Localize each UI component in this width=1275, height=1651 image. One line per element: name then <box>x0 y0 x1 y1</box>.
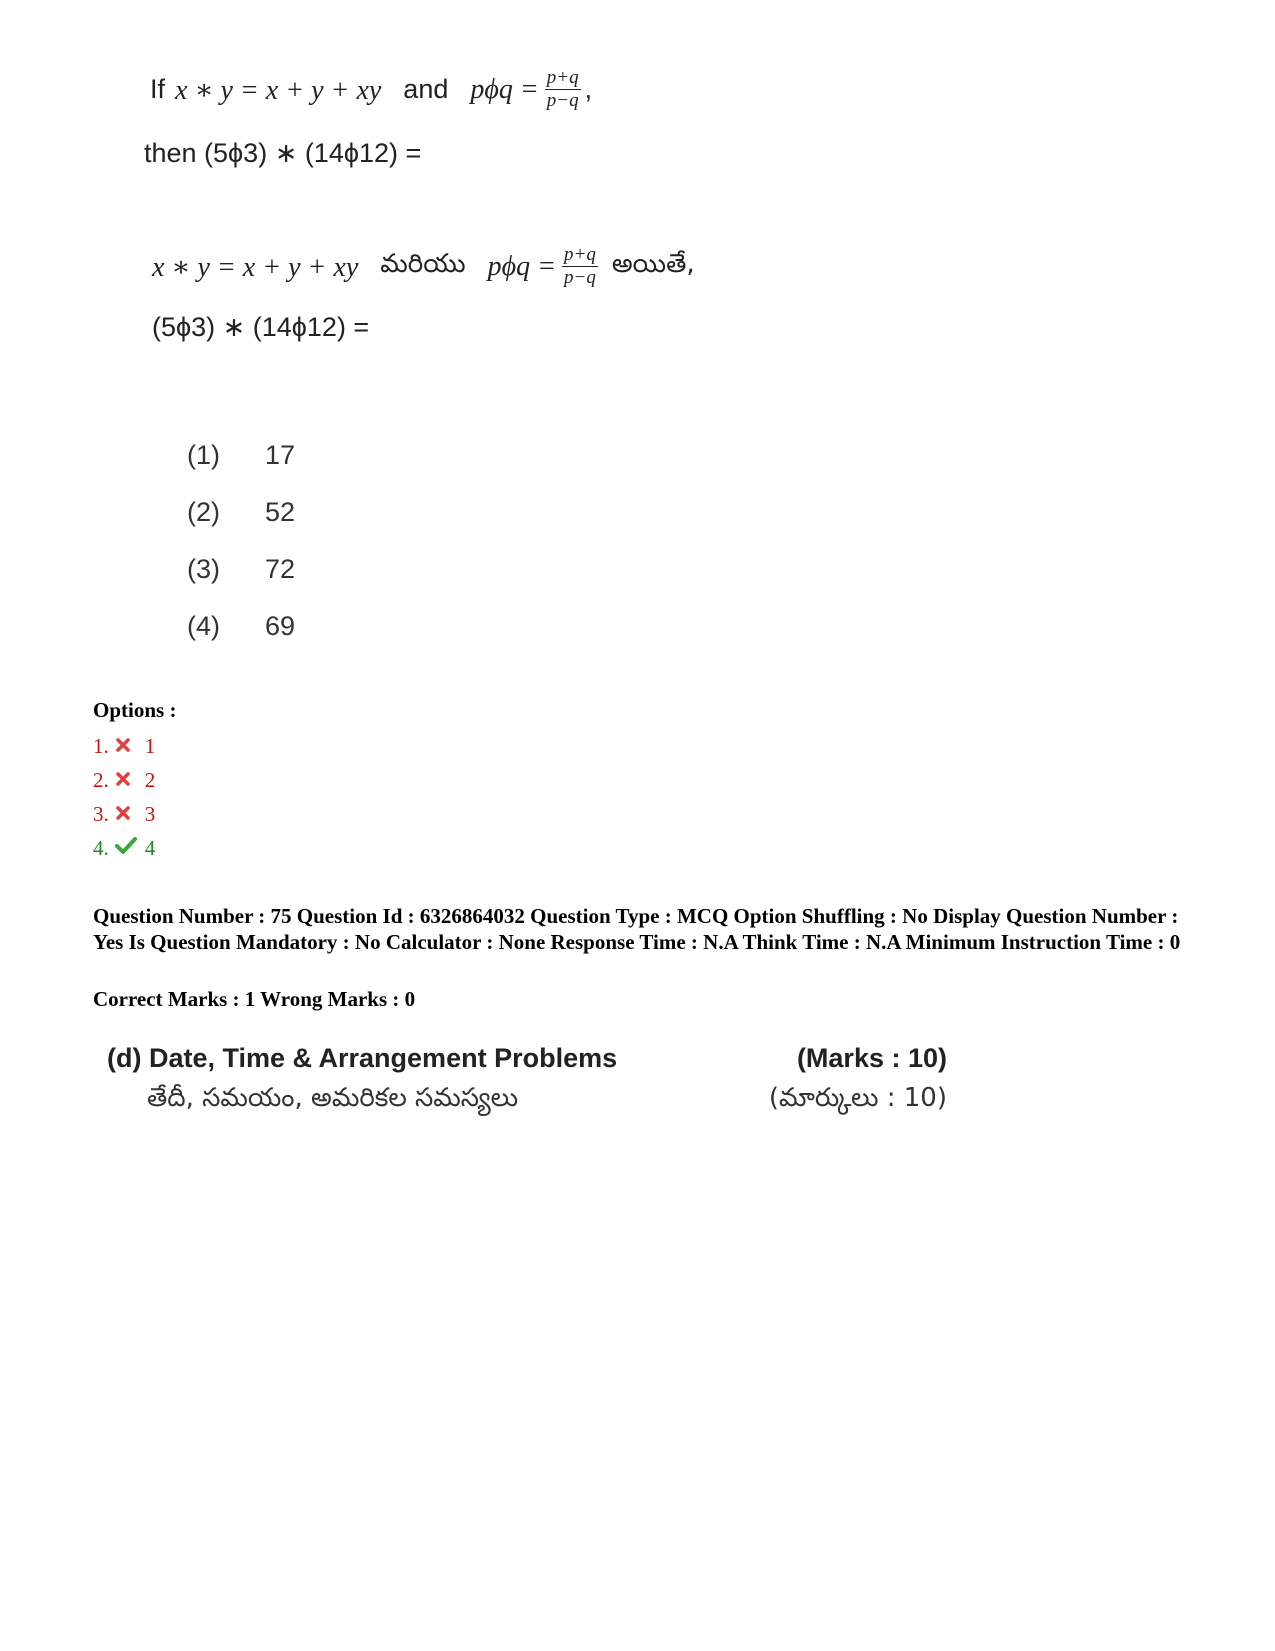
if-word: If <box>150 74 166 104</box>
cross-icon <box>115 768 137 793</box>
fraction-numerator-te: p+q <box>564 244 596 265</box>
choice-row <box>187 554 295 585</box>
choice-row <box>187 497 295 528</box>
section-title: (d) Date, Time & Arrangement Problems <box>107 1043 618 1073</box>
english-question-line-1 <box>150 68 592 111</box>
choice-number: (3) <box>187 554 220 584</box>
option-number: 3. <box>93 802 109 826</box>
option-row <box>93 802 155 827</box>
fraction <box>545 68 581 111</box>
option-value: 2 <box>144 768 156 792</box>
choice-number: (4) <box>187 611 220 641</box>
telugu-question-line-1 <box>152 245 695 288</box>
question-metadata: Question Number : 75 Question Id : 6326864032 Question Type : MCQ Option Shuffling : No Display Question Number : Yes Is Question Mandatory : No Calculator : None Response Time : N.A Think Time : N.A Minimum Instruction Time : 0 <box>93 904 1181 954</box>
option-number: 1. <box>93 734 109 758</box>
phi-definition-lhs-te: pϕq = <box>487 250 557 282</box>
english-question-line-2 <box>144 138 421 169</box>
section-marks-telugu: (మార్కులు : 10) <box>768 1083 947 1113</box>
comma: , <box>584 74 593 104</box>
and-word: and <box>403 74 449 104</box>
marks-info: Correct Marks : 1 Wrong Marks : 0 <box>93 987 416 1011</box>
cross-icon <box>115 802 137 827</box>
expression-en: then (5ϕ3) ∗ (14ϕ12) = <box>144 138 422 168</box>
star-definition: x ∗ y = x + y + xy <box>175 74 382 106</box>
options-title: Options : <box>93 698 177 722</box>
choice-value: 69 <box>265 611 296 641</box>
phi-definition-lhs: pϕq = <box>470 73 539 105</box>
option-value: 4 <box>144 836 156 860</box>
expression-te: (5ϕ3) ∗ (14ϕ12) = <box>152 312 370 342</box>
choice-number: (2) <box>187 497 220 527</box>
choice-value: 17 <box>265 440 296 470</box>
option-value: 3 <box>144 802 156 826</box>
option-row <box>93 734 155 759</box>
and-word-te: మరియు <box>380 248 466 278</box>
fraction-numerator: p+q <box>546 67 579 88</box>
choice-number: (1) <box>187 440 220 470</box>
check-icon <box>115 836 137 861</box>
fraction-denominator-te: p−q <box>564 267 596 288</box>
option-number: 4. <box>93 836 109 860</box>
choice-row <box>187 440 295 471</box>
choice-value: 52 <box>265 497 296 527</box>
star-definition-te: x ∗ y = x + y + xy <box>152 251 359 283</box>
fraction-denominator: p−q <box>546 90 579 111</box>
then-word-te: అయితే, <box>611 248 695 279</box>
choice-value: 72 <box>265 554 296 584</box>
option-value: 1 <box>144 734 156 758</box>
option-row <box>93 768 155 793</box>
option-row <box>93 836 155 861</box>
telugu-question-line-2 <box>152 312 369 343</box>
fraction-te <box>562 245 598 288</box>
section-title-telugu: తేదీ, సమయం, అమరికల సమస్యలు <box>147 1083 519 1113</box>
option-number: 2. <box>93 768 109 792</box>
choice-row <box>187 611 295 642</box>
cross-icon <box>115 734 137 759</box>
section-marks: (Marks : 10) <box>796 1043 947 1073</box>
